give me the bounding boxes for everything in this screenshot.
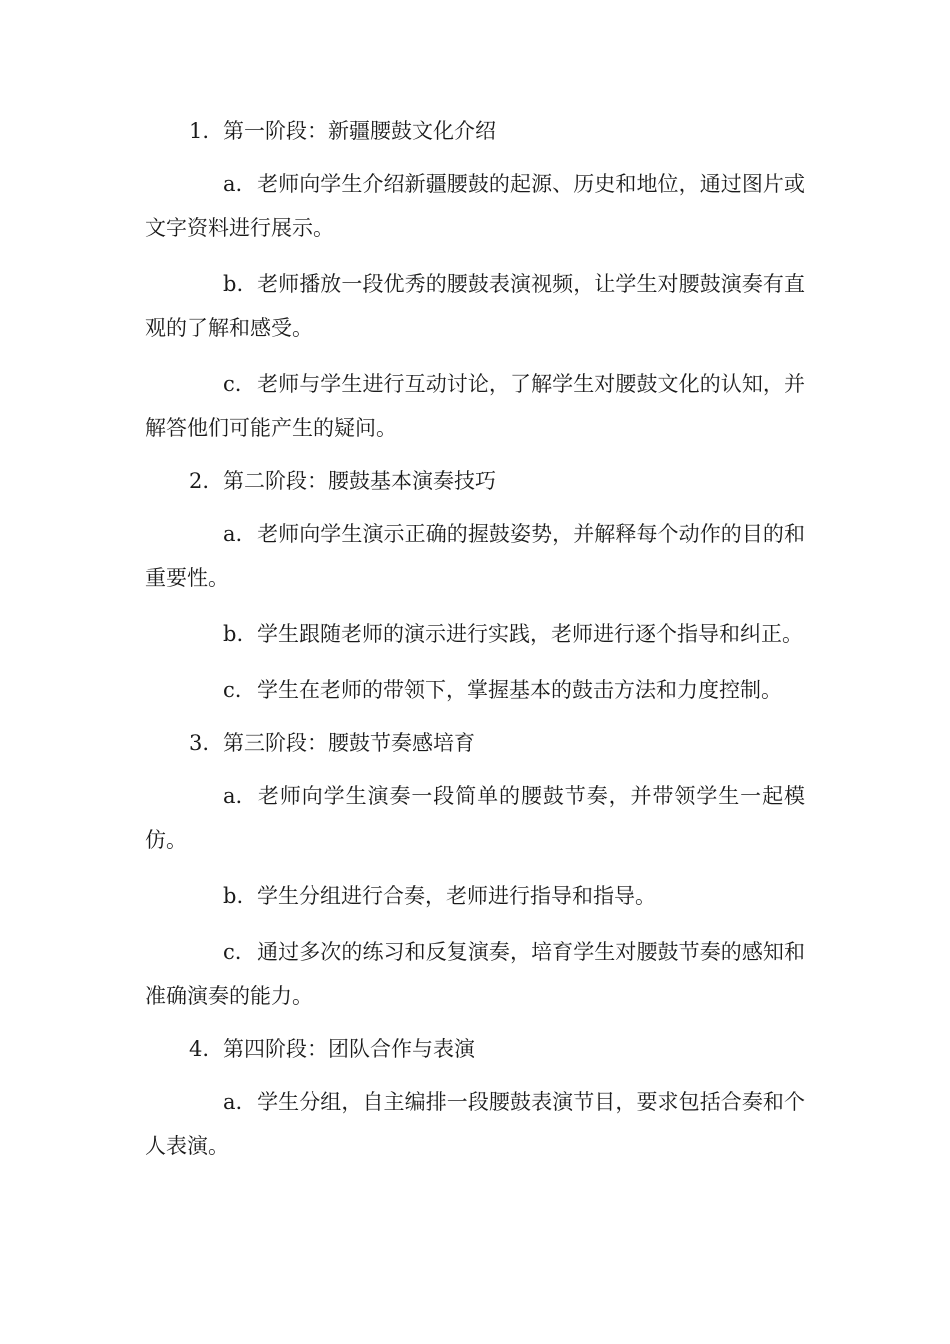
stage-step (145, 874, 805, 918)
step-text: 学生在老师的带领下，掌握基本的鼓击方法和力度控制。 (257, 678, 782, 702)
stage-step (145, 1080, 805, 1168)
step-text: 学生分组，自主编排一段腰鼓表演节目，要求包括合奏和个人表演。 (145, 1090, 805, 1158)
step-text: 学生分组进行合奏，老师进行指导和指导。 (257, 884, 656, 908)
stage-heading (145, 724, 805, 762)
step-text: 老师向学生演奏一段简单的腰鼓节奏，并带领学生一起模仿。 (145, 784, 805, 852)
stage-step (145, 262, 805, 350)
stage-title: 第四阶段：团队合作与表演 (223, 1037, 475, 1061)
step-text: 老师向学生介绍新疆腰鼓的起源、历史和地位，通过图片或文字资料进行展示。 (145, 172, 805, 240)
step-letter: a. (223, 522, 243, 546)
stage-title: 第二阶段：腰鼓基本演奏技巧 (223, 469, 496, 493)
lesson-stages (145, 112, 805, 1180)
step-letter: c. (223, 372, 242, 396)
stage-step (145, 774, 805, 862)
stage-number: 4. (189, 1037, 210, 1061)
stage-heading (145, 112, 805, 150)
step-text: 老师向学生演示正确的握鼓姿势，并解释每个动作的目的和重要性。 (145, 522, 805, 590)
stage-step (145, 162, 805, 250)
step-letter: a. (223, 784, 243, 808)
stage-number: 3. (189, 731, 210, 755)
step-letter: a. (223, 1090, 243, 1114)
step-text: 学生跟随老师的演示进行实践，老师进行逐个指导和纠正。 (257, 622, 803, 646)
stage-step (145, 512, 805, 600)
step-text: 老师与学生进行互动讨论，了解学生对腰鼓文化的认知，并解答他们可能产生的疑问。 (145, 372, 805, 440)
stage-title: 第三阶段：腰鼓节奏感培育 (223, 731, 475, 755)
step-text: 通过多次的练习和反复演奏，培育学生对腰鼓节奏的感知和准确演奏的能力。 (145, 940, 805, 1008)
stage-step (145, 930, 805, 1018)
step-letter: c. (223, 678, 242, 702)
stage-heading (145, 462, 805, 500)
stage-title: 第一阶段：新疆腰鼓文化介绍 (223, 119, 496, 143)
step-letter: b. (223, 622, 244, 646)
step-letter: c. (223, 940, 242, 964)
stage-heading (145, 1030, 805, 1068)
step-text: 老师播放一段优秀的腰鼓表演视频，让学生对腰鼓演奏有直观的了解和感受。 (145, 272, 805, 340)
step-letter: a. (223, 172, 243, 196)
stage-number: 1. (189, 119, 210, 143)
stage-step (145, 612, 805, 656)
stage-step (145, 362, 805, 450)
step-letter: b. (223, 272, 244, 296)
stage-number: 2. (189, 469, 210, 493)
stage-step (145, 668, 805, 712)
step-letter: b. (223, 884, 244, 908)
